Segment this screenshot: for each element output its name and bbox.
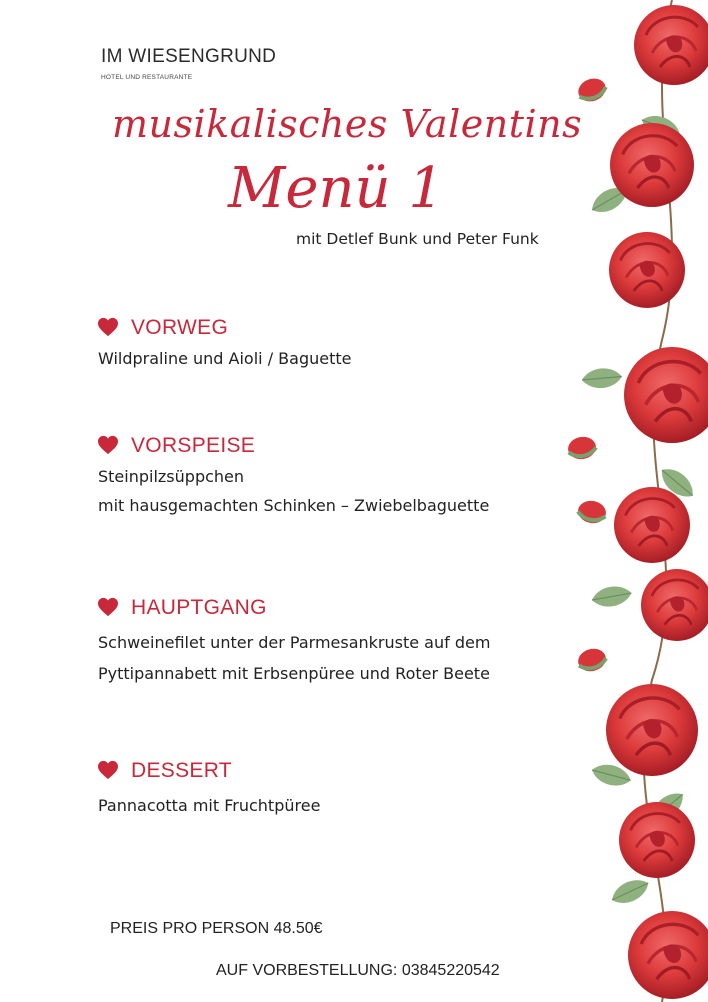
course-title: HAUPTGANG xyxy=(131,596,267,619)
heart-icon xyxy=(97,597,119,617)
course-line: Pannacotta mit Fruchtpüree xyxy=(98,796,321,815)
brand xyxy=(101,46,276,81)
course-title: VORSPEISE xyxy=(131,434,256,457)
course-line: Pyttipannabett mit Erbsenpüree und Roter Beete xyxy=(98,664,490,683)
course-header xyxy=(97,316,351,340)
course-header xyxy=(97,759,320,783)
course-header xyxy=(97,596,490,620)
heart-icon xyxy=(97,435,119,455)
brand-subtitle: HOTEL UND RESTAURANTE xyxy=(101,74,193,81)
course-line: Wildpraline und Aioli / Baguette xyxy=(98,349,352,368)
course-title: VORWEG xyxy=(131,316,229,339)
course-description xyxy=(98,462,489,520)
preorder-phone: AUF VORBESTELLUNG: 03845220542 xyxy=(216,962,500,979)
heart-icon xyxy=(97,760,119,780)
course-line: Steinpilzsüppchen xyxy=(98,467,245,486)
course-vorspeise xyxy=(97,434,489,520)
heart-icon xyxy=(97,317,119,337)
course-line: mit hausgemachten Schinken – Zwiebelbaguette xyxy=(98,496,490,515)
course-hauptgang xyxy=(97,596,490,689)
course-description xyxy=(98,627,490,689)
brand-name: IM WIESENGRUND xyxy=(101,46,277,67)
course-title: DESSERT xyxy=(131,759,232,782)
course-dessert xyxy=(97,759,320,820)
course-description xyxy=(98,344,351,373)
menu-title-line2: Menü 1 xyxy=(228,156,445,221)
price-per-person: PREIS PRO PERSON 48.50€ xyxy=(110,920,323,937)
course-description xyxy=(98,791,320,820)
menu-title-line1: musikalisches Valentins xyxy=(112,102,583,146)
course-header xyxy=(97,434,489,458)
course-line: Schweinefilet unter der Parmesankruste auf dem xyxy=(98,633,491,652)
menu-subtitle: mit Detlef Bunk und Peter Funk xyxy=(296,230,539,248)
rose-border xyxy=(552,0,708,1002)
course-vorweg xyxy=(97,316,351,373)
